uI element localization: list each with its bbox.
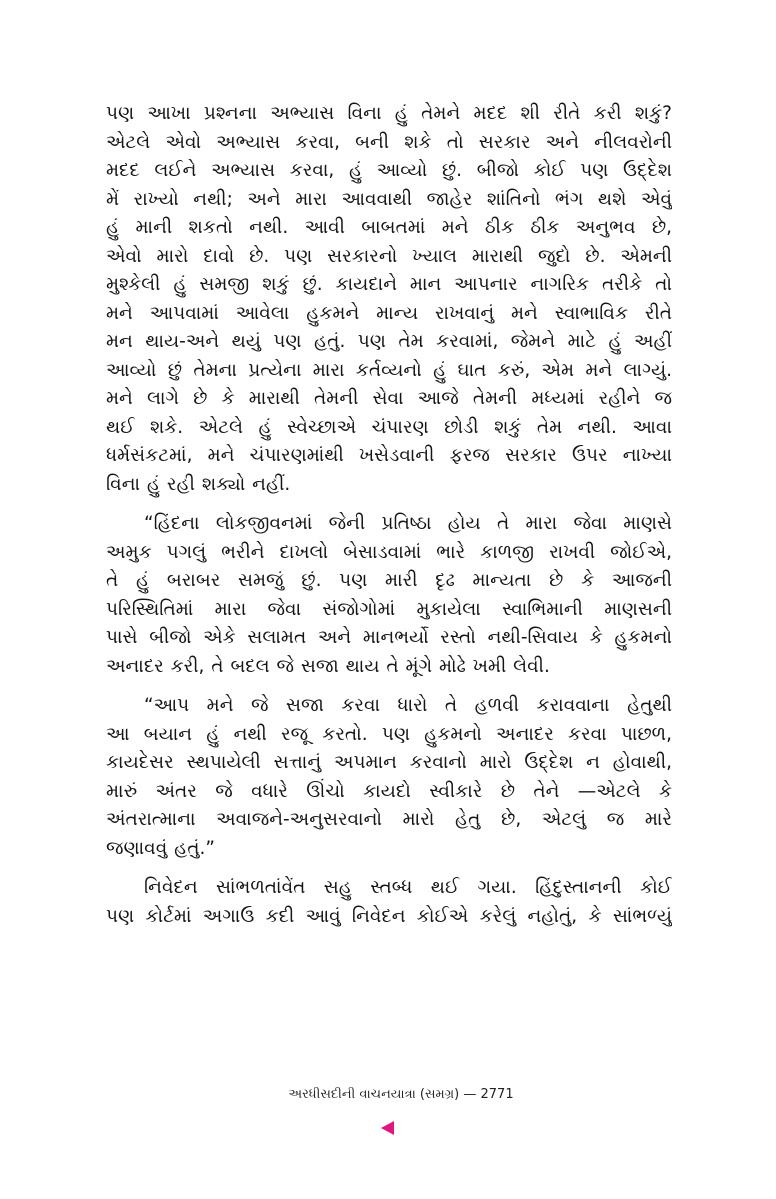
text-line: ધર્મસંકટમાં, મને ચંપારણમાંથી ખસેડવાની ફરજ સરકાર ઉપર નાખ્યા — [106, 445, 672, 466]
text-line: નિવેદન સાંભળતાંવેંત સહુ સ્તબ્ધ થઈ ગયા. હિંદુસ્તાનની કોઈ — [144, 877, 672, 898]
text-line: એટલે એવો અભ્યાસ કરવા, બની શકે તો સરકાર અને નીલવરોની — [106, 131, 672, 153]
footer-book-title: અરધીસદીની વાચનયાત્રા (સમગ્ર) — [288, 1087, 460, 1102]
text-line: “આપ મને જે સજા કરવા ધારો તે હળવી કરાવવાના હેતુથી — [144, 695, 672, 716]
text-line: પણ આખા પ્રશ્નના અભ્યાસ વિના હું તેમને મદદ શી રીતે કરી શકું? — [106, 103, 672, 124]
text-line: મને લાગે છે કે મારાથી તેમની સેવા આજે તેમની મધ્યમાં રહીને જ — [106, 388, 672, 409]
text-line: વિના હું રહી શક્યો નહીં. — [106, 473, 291, 495]
paragraph-1 — [106, 100, 672, 499]
triangle-left-icon[interactable] — [381, 1121, 394, 1135]
text-line: મારું અંતર જે વધારે ઊંચો કાયદો સ્વીકારે છે તેને —એટલે કે — [106, 780, 672, 802]
text-line: પણ કોર્ટમાં અગાઉ કદી આવું નિવેદન કોઈએ કરેલું નહોતું, કે સાંભળ્યું — [106, 905, 672, 927]
paragraph-3 — [106, 692, 672, 863]
paragraph-2 — [106, 510, 672, 681]
text-line: અંતરાત્માના અવાજને-અનુસરવાનો મારો હેતુ છે, એટલું જ મારે — [106, 809, 672, 830]
text-line: એવો મારો દાવો છે. પણ સરકારનો ખ્યાલ મારાથી જુદો છે. એમની — [106, 245, 672, 267]
text-line: પરિસ્થિતિમાં મારા જેવા સંજોગોમાં મુકાયેલા સ્વાભિમાની માણસની — [106, 598, 672, 620]
text-line: મને આપવામાં આવેલા હુકમને માન્ય રાખવાનું મને સ્વાભાવિક રીતે — [106, 302, 672, 324]
text-line: અનાદર કરી, તે બદલ જે સજા થાય તે મૂંગે મોઢે ખમી લેવી. — [106, 655, 550, 677]
text-line: પાસે બીજો એકે સલામત અને માનભર્યો રસ્તો નથી-સિવાય કે હુકમનો — [106, 627, 672, 648]
text-line: મન થાય-અને થયું પણ હતું. પણ તેમ કરવામાં, જેમને માટે હું અહીં — [106, 331, 672, 352]
text-line: મદદ લઈને અભ્યાસ કરવા, હું આવ્યો છું. બીજો કોઈ પણ ઉદ્દેશ — [106, 160, 672, 181]
paragraph-gap — [106, 499, 672, 510]
footer-separator: — — [463, 1087, 477, 1102]
text-line: તે હું બરાબર સમજું છું. પણ મારી દૃઢ માન્યતા છે કે આજની — [106, 570, 672, 591]
paragraph-gap — [106, 681, 672, 692]
paragraph-4 — [106, 874, 672, 931]
body-text — [106, 100, 672, 931]
page-footer — [0, 1086, 776, 1104]
text-line: કાયદેસર સ્થપાયેલી સત્તાનું અપમાન કરવાનો મારો ઉદ્દેશ ન હોવાથી, — [106, 752, 672, 773]
text-line: આ બયાન હું નથી રજૂ કરતો. પણ હુકમનો અનાદર કરવા પાછળ, — [106, 723, 672, 745]
text-line: હું માની શકતો નથી. આવી બાબતમાં મને ઠીક ઠીક અનુભવ છે, — [106, 217, 672, 238]
text-line: મેં રાખ્યો નથી; અને મારા આવવાથી જાહેર શાંતિનો ભંગ થશે એવું — [106, 188, 672, 210]
paragraph-gap — [106, 863, 672, 874]
text-line: થઈ શકે. એટલે હું સ્વેચ્છાએ ચંપારણ છોડી શકું તેમ નથી. આવા — [106, 416, 672, 438]
text-line: અમુક પગલું ભરીને દાખલો બેસાડવામાં ભારે કાળજી રાખવી જોઈએ, — [106, 541, 672, 563]
text-line: આવ્યો છું તેમના પ્રત્યેના મારા કર્તવ્યનો હું ઘાત કરું, એમ મને લાગ્યું. — [106, 359, 672, 381]
text-line: “હિંદના લોકજીવનમાં જેની પ્રતિષ્ઠા હોય તે મારા જેવા માણસે — [144, 513, 672, 534]
text-line: મુશ્કેલી હું સમજી શકું છું. કાયદાને માન આપનાર નાગરિક તરીકે તો — [106, 274, 672, 295]
text-line: જણાવવું હતું.” — [106, 837, 215, 859]
page-number: 2771 — [480, 1087, 514, 1102]
